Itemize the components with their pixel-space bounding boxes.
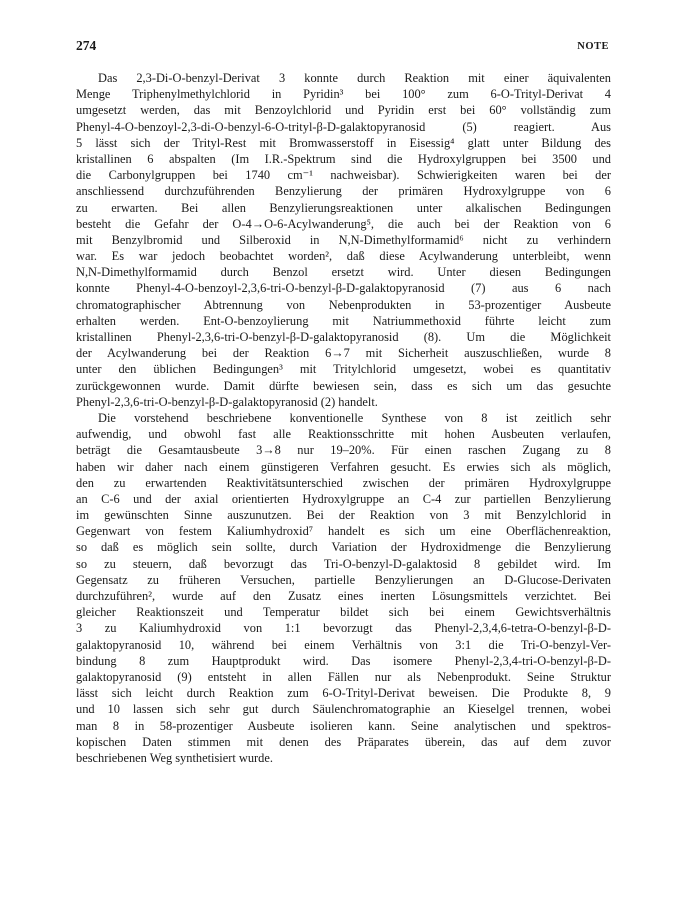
text-line: man 8 in 58-prozentiger Ausbeute isolieren kann. Seine analytischen und spektros- <box>76 718 611 733</box>
text-line: umgesetzt werden, das mit Benzoylchlorid und Pyridin erst bei 60° vollständig zum <box>76 103 611 118</box>
text-line: der Acylwanderung bei der Reaktion 6→7 mit Sicherheit auszuschließen, wurde 8 <box>76 346 611 361</box>
running-head: NOTE <box>577 41 609 52</box>
text-line: haben wir daher nach einem günstigeren Verfahren gesucht. Es erwies sich als möglich, <box>76 459 611 474</box>
text-line: bindung 8 zum Hauptprodukt wird. Das isomere Phenyl-2,3,4-tri-O-benzyl-β-D- <box>76 653 611 668</box>
text-line: chromatographischer Abtrennung von Nebenprodukten in 53-prozentiger Ausbeute <box>76 297 611 312</box>
text-line: mit Benzylbromid und Silberoxid in N,N-Dimethylformamid⁶ nicht zu verhindern <box>76 232 611 247</box>
paragraph-1 <box>76 70 611 410</box>
text-line: und 10 lassen sich sehr gut durch Säulenchromatographie an Kieselgel trennen, wobei <box>76 702 611 717</box>
text-line: an C-6 und der axial orientierten Hydroxylgruppe an C-4 zur partiellen Benzylierung <box>76 491 611 506</box>
text-line: Gegensatz zu früheren Versuchen, partielle Benzylierungen an D-Glucose-Derivaten <box>76 572 611 587</box>
text-line: beträgt die Gesamtausbeute 3→8 nur 19–20%. Für einen raschen Zugang zu 8 <box>76 443 611 458</box>
text-line: war. Es war jedoch beobachtet worden², daß diese Acylwanderung unterbleibt, wenn <box>76 249 611 264</box>
text-line: Das 2,3-Di-O-benzyl-Derivat 3 konnte durch Reaktion mit einer äquivalenten <box>98 71 611 85</box>
text-line: Gegenwart von festem Kaliumhydroxid⁷ handelt es sich um eine Oberflächenreaktion, <box>76 524 611 539</box>
text-line: besteht die Gefahr der O-4→O-6-Acylwanderung⁵, die auch bei der Reaktion von 6 <box>76 216 611 231</box>
page-header <box>76 38 609 58</box>
text-line: kopischen Daten stimmen mit denen des Präparates überein, das auf dem zuvor <box>76 734 611 749</box>
text-line: 5 lässt sich der Trityl-Rest mit Bromwasserstoff in Eisessig⁴ glatt unter Bildung des <box>76 135 611 150</box>
text-line: Menge Triphenylmethylchlorid in Pyridin³ bei 100° zum 6-O-Trityl-Derivat 4 <box>76 87 611 102</box>
text-line: den zu erwartenden Reaktivitätsunterschied zwischen der primären Hydroxylgruppe <box>76 475 611 490</box>
text-line: galaktopyranosid 10, während bei einem Verhältnis von 3:1 die Tri-O-benzyl-Ver- <box>76 637 611 652</box>
text-line: im gewünschten Sinne auszunutzen. Bei der Reaktion von 3 mit Benzylchlorid in <box>76 508 611 523</box>
text-line: Die vorstehend beschriebene konventionelle Synthese von 8 ist zeitlich sehr <box>98 410 611 425</box>
paragraph-2 <box>76 410 611 766</box>
text-line: lässt sich leicht durch Reaktion zum 6-O-Trityl-Derivat beweisen. Die Produkte 8, 9 <box>76 686 611 701</box>
text-line: unter den üblichen Bedingungen³ mit Tritylchlorid umgesetzt, wobei es quantitativ <box>76 362 611 377</box>
text-line: erhalten werden. Ent-O-benzoylierung mit Natriummethoxid führte leicht zum <box>76 313 611 328</box>
text-line: N,N-Dimethylformamid durch Benzol ersetzt wird. Unter diesen Bedingungen <box>76 265 611 280</box>
text-line: 3 zu Kaliumhydroxid von 1:1 bevorzugt das Phenyl-2,3,4,6-tetra-O-benzyl-β-D- <box>76 621 611 636</box>
text-line: Phenyl-2,3,6-tri-O-benzyl-β-D-galaktopyranosid (2) handelt. <box>76 394 378 409</box>
text-line: so zu steuern, daß bevorzugt das Tri-O-benzyl-D-galaktosid 8 gebildet wird. Im <box>76 556 611 571</box>
text-line: zu erwarten. Bei allen Benzylierungsreaktionen unter alkalischen Bedingungen <box>76 200 611 215</box>
text-line: so daß es möglich sein sollte, durch Variation der Hydroxidmenge die Benzylierung <box>76 540 611 555</box>
text-line: kristallinen Phenyl-2,3,6-tri-O-benzyl-β-D-galaktopyranosid (8). Um die Möglichkeit <box>76 330 611 344</box>
text-line: aufwendig, und obwohl fast alle Reaktionsschritte mit hohen Ausbeuten verlaufen, <box>76 427 611 442</box>
text-line: zurückgewonnen wurde. Damit dürfte bewiesen sein, dass es sich um das gesuchte <box>76 378 611 393</box>
text-line: kristallinen 6 abspalten (Im I.R.-Spektrum sind die Hydroxylgruppen bei 3500 und <box>76 151 611 166</box>
text-line: anschliessend durchzuführenden Benzylierung der primären Hydroxylgruppe von 6 <box>76 184 611 199</box>
text-line: galaktopyranosid (9) entsteht in allen Fällen nur als Nebenprodukt. Seine Struktur <box>76 669 611 684</box>
text-line: Phenyl-4-O-benzoyl-2,3-di-O-benzyl-6-O-trityl-β-D-galaktopyranosid (5) reagiert. Aus <box>76 119 611 134</box>
text-line: konnte Phenyl-4-O-benzoyl-2,3,6-tri-O-benzyl-β-D-galaktopyranosid (7) aus 6 nach <box>76 281 611 296</box>
page-number: 274 <box>76 38 97 53</box>
text-line: durchzuführen², wurde auf den Zusatz eines inerten Lösungsmittels verzichtet. Bei <box>76 589 611 603</box>
text-line: die Carbonylgruppen bei 1740 cm⁻¹ nachweisbar). Schwierigkeiten waren bei der <box>76 168 611 183</box>
text-line: gleicher Reaktionszeit und Temperatur bildet sich bei einem Gewichtsverhältnis <box>76 605 611 620</box>
article-body <box>76 70 611 766</box>
text-line: beschriebenen Weg synthetisiert wurde. <box>76 750 273 765</box>
